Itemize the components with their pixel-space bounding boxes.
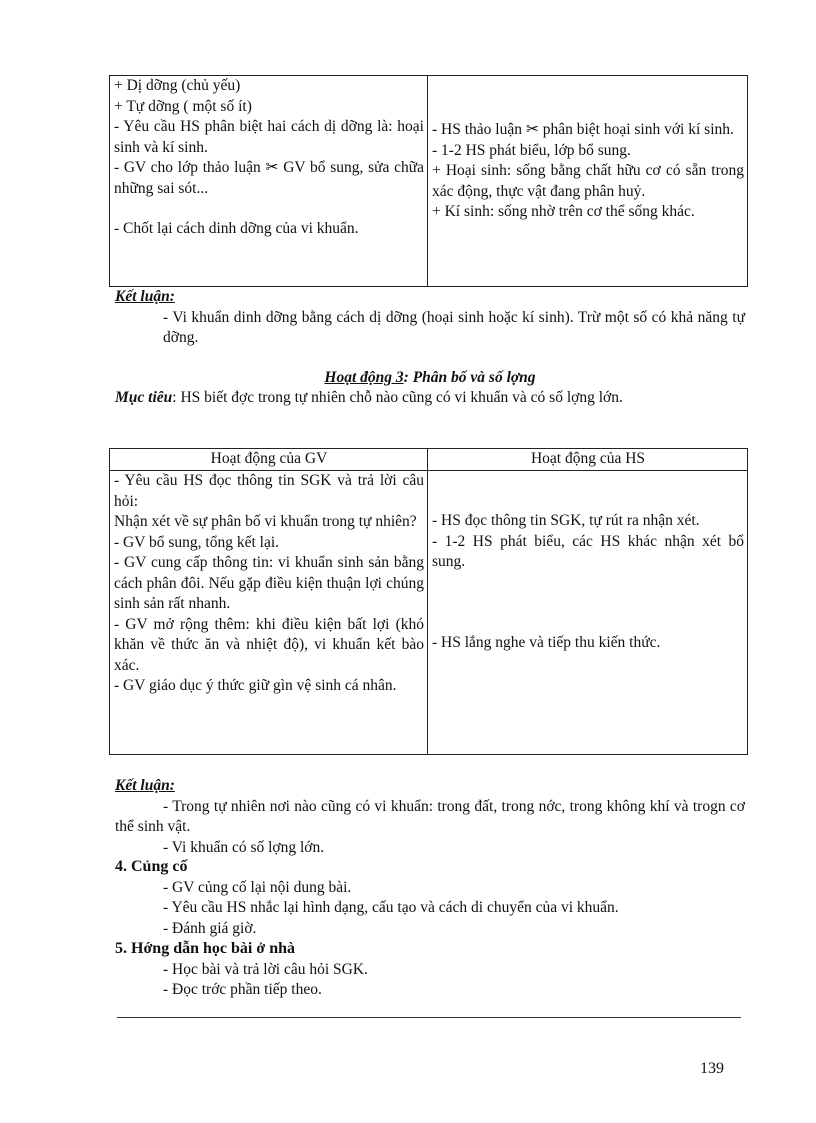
activity3-objective [115, 388, 745, 409]
conclusion-2 [115, 776, 745, 858]
table-text: Nhận xét về sự phân bố vi khuẩn trong tự nhiên? [114, 513, 417, 530]
table-text: + Dị dỡng (chủ yếu) [114, 77, 241, 94]
table-text: - GV bổ sung, tổng kết lại. [114, 533, 280, 551]
conclusion-1 [115, 287, 745, 349]
objective-text: : HS biết đợc trong tự nhiên chỗ nào cũng có vi khuẩn và có số lợng lớn. [172, 389, 623, 406]
activity2-table [109, 75, 748, 287]
spacer [432, 96, 744, 116]
footer-divider [117, 1017, 741, 1018]
teacher-activity-cell [110, 471, 428, 755]
table-text: - HS thảo luận ✂ phân biệt hoại sinh với kí sinh. [432, 121, 734, 138]
conclusion-text: - Trong tự nhiên nơi nào cũng có vi khuẩn: trong đất, trong nớc, trong không khí và trogn cơ thể sinh vật. [115, 797, 745, 835]
table-row [110, 76, 748, 287]
table-text: - Chốt lại cách dinh dỡng của vi khuẩn. [114, 220, 359, 237]
page-number: 139 [700, 1060, 724, 1077]
table-row [110, 471, 748, 755]
table-text: - Yêu cầu HS phân biệt hai cách dị dỡng là: hoại sinh và kí sinh. [114, 118, 424, 156]
table-text: + Hoại sinh: sống bằng chất hữu cơ có sẵn trong xác động, thực vật đang phân huỷ. [432, 162, 744, 200]
table-text: - Yêu cầu HS đọc thông tin SGK và trả lời câu hỏi: [114, 472, 424, 510]
section-consolidation [115, 857, 745, 939]
conclusion-text: - Vi khuẩn dinh dỡng bằng cách dị dỡng (hoại sinh hoặc kí sinh). Trừ một số có khả năng tự dỡng. [163, 308, 745, 346]
spacer [114, 199, 424, 219]
spacer [432, 76, 744, 96]
activity3-title-text: : Phân bố và số lợng [403, 369, 536, 386]
table-text: - GV cung cấp thông tin: vi khuẩn sinh sản bằng cách phân đôi. Nếu gặp điều kiện thuận lợi chúng sinh sản rất nhanh. [114, 554, 424, 612]
table-text: - HS đọc thông tin SGK, tự rút ra nhận xét. [432, 512, 700, 529]
table-text: + Tự dỡng ( một số ít) [114, 97, 252, 115]
activity3-title-label: Hoạt động 3 [324, 369, 404, 386]
section-homework [115, 939, 745, 1001]
header-student: Hoạt động của HS [428, 449, 748, 471]
spacer [432, 613, 744, 633]
section-heading: 4. Củng cố [115, 858, 188, 875]
list-item: - Đọc trớc phần tiếp theo. [163, 981, 322, 998]
spacer [432, 573, 744, 593]
table-text: - HS lắng nghe và tiếp thu kiến thức. [432, 633, 661, 651]
conclusion-label: Kết luận: [115, 777, 175, 794]
spacer [432, 491, 744, 511]
table-text: + Kí sinh: sống nhờ trên cơ thể sống khác. [432, 203, 695, 220]
spacer [432, 593, 744, 613]
header-teacher: Hoạt động của GV [110, 449, 428, 471]
student-activity-cell [428, 471, 748, 755]
table-text: - GV cho lớp thảo luận ✂ GV bổ sung, sửa chữa những sai sót... [114, 159, 424, 197]
table-header-row [110, 449, 748, 471]
conclusion-label: Kết luận: [115, 288, 175, 305]
teacher-activity-cell [110, 76, 428, 287]
student-activity-cell [428, 76, 748, 287]
table-text: - GV mở rộng thêm: khi điều kiện bất lợi (khó khăn về thức ăn và nhiệt độ), vi khuẩn kết bào xác. [114, 615, 424, 674]
table-text: - 1-2 HS phát biểu, lớp bổ sung. [432, 141, 631, 159]
list-item: - Yêu cầu HS nhắc lại hình dạng, cấu tạo và cách di chuyển của vi khuẩn. [163, 899, 619, 916]
list-item: - GV củng cố lại nội dung bài. [163, 878, 352, 896]
objective-label: Mục tiêu [115, 389, 173, 406]
activity3-title [115, 368, 745, 389]
table-text: - GV giáo dục ý thức giữ gìn vệ sinh cá nhân. [114, 677, 397, 694]
table-text: - 1-2 HS phát biểu, các HS khác nhận xét bổ sung. [432, 532, 744, 570]
conclusion-text: - Vi khuẩn có số lợng lớn. [163, 838, 325, 856]
spacer [432, 471, 744, 491]
activity3-table [109, 448, 748, 755]
section-heading: 5. Hớng dẫn học bài ở nhà [115, 940, 295, 957]
list-item: - Đánh giá giờ. [163, 919, 257, 937]
list-item: - Học bài và trả lời câu hỏi SGK. [163, 960, 368, 978]
